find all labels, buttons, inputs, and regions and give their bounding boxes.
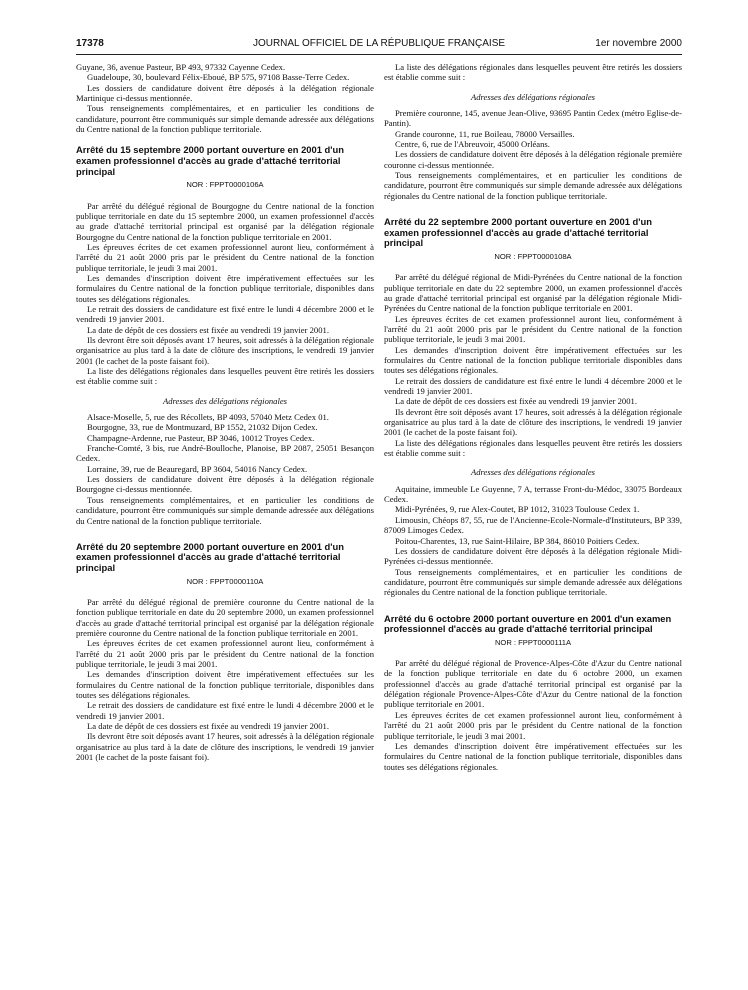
address-line: Grande couronne, 11, rue Boileau, 78000 Versailles. [395,128,575,139]
paragraph: Ils devront être soit déposés avant 17 heures, soit adressés à la délégation régionale organisatrice au plus tard à la date de clôture des inscriptions, le vendredi 19 janvier 2001 (le cachet de la poste faisant foi). [76,731,374,763]
address-line: Lorraine, 39, rue de Beauregard, BP 3604, 54016 Nancy Cedex. [87,463,308,474]
paragraph: Les épreuves écrites de cet examen professionnel auront lieu, conformément à l'arrêté du 21 août 2000 pris par le président du Centre national de la fonction publique territoriale, le jeudi 3 mai 2001. [384,313,682,345]
address-line: Centre, 6, rue de l'Abreuvoir, 45000 Orléans. [395,139,550,150]
paragraph: Les épreuves écrites de cet examen professionnel auront lieu, conformément à l'arrêté du 21 août 2000 pris par le président du Centre national de la fonction publique territoriale, le jeudi 3 mai 2001. [76,241,374,273]
paragraph: Le retrait des dossiers de candidature est fixé entre le lundi 4 décembre 2000 et le vendredi 19 janvier 2001. [76,303,374,325]
nor-reference: NOR : FPPT0000111A [494,637,572,647]
paragraph: Tous renseignements complémentaires, et en particulier les conditions de candidature, pourront être communiqués sur simple demande adressée aux délégations régionales du Centre national de la fonction publique territoriale. [384,170,682,201]
addresses-heading: Adresses des délégations régionales [162,395,288,406]
address-line: Bourgogne, 33, rue de Montmuzard, BP 1552, 21032 Dijon Cedex. [87,422,318,433]
paragraph: Par arrêté du délégué régional de Provence-Alpes-Côte d'Azur du Centre national de la fonction publique territoriale en date du 6 octobre 2000, un examen professionnel d'accès au grade d'attaché territorial principal est organisé par la délégation régionale Provence-Alpes-Côte d'Azur du Centre national de la fonction publique territoriale en 2001. [384,658,682,710]
paragraph: Les demandes d'inscription doivent être impérativement effectuées sur les formulaires du Centre national de la fonction publique territoriale disponibles dans toutes ses délégations régionales. [384,344,682,376]
address-line: Guyane, 36, avenue Pasteur, BP 493, 97332 Cayenne Cedex. [76,62,286,72]
address-line: Guadeloupe, 30, boulevard Félix-Eboué, BP 575, 97108 Basse-Terre Cedex. [87,72,350,83]
paragraph: Tous renseignements complémentaires, et en particulier les conditions de candidature, pourront être communiqués sur simple demande adressée aux délégations régionales du Centre national de la fonction publique territoriale. [384,566,682,598]
paragraph: La liste des délégations régionales dans lesquelles peuvent être retirés les dossiers est établie comme suit : [384,62,682,83]
address-line: Poitou-Charentes, 13, rue Saint-Hilaire, BP 384, 86010 Poitiers Cedex. [395,535,640,546]
article-title: Arrêté du 6 octobre 2000 portant ouverture en 2001 d'un examen professionnel d'accès au grade d'attaché territorial principal [384,612,672,635]
paragraph: Les demandes d'inscription doivent être impérativement effectuées sur les formulaires du Centre national de la fonction publique territoriale, disponibles dans toutes ses délégations régionales. [384,740,682,772]
article-title: Arrêté du 20 septembre 2000 portant ouverture en 2001 d'un examen professionnel d'accès au grade d'attaché territorial principal [76,540,344,574]
paragraph: Les dossiers de candidature doivent être déposés à la délégation régionale première couronne ci-dessus mentionnée. [384,149,682,170]
addresses-heading: Adresses des délégations régionales [470,91,596,102]
paragraph: Ils devront être soit déposés avant 17 heures, soit adressés à la délégation régionale organisatrice au plus tard à la date de clôture des inscriptions, le vendredi 19 janvier 2001 (le cachet de la poste faisant foi). [384,406,682,438]
paragraph: Le retrait des dossiers de candidature est fixé entre le lundi 4 décembre 2000 et le vendredi 19 janvier 2001. [384,375,682,397]
paragraph: Les demandes d'inscription doivent être impérativement effectuées sur les formulaires du Centre national de la fonction publique territoriale, disponibles dans toutes ses délégations régionales. [76,669,374,701]
nor-reference: NOR : FPPT0000108A [494,251,572,261]
paragraph: Les demandes d'inscription doivent être impérativement effectuées sur les formulaires du Centre national de la fonction publique territoriale, disponibles dans toutes ses délégations régionales. [76,272,374,304]
nor-reference: NOR : FPPT0000110A [186,576,264,586]
paragraph: Les dossiers de candidature doivent être déposés à la délégation régionale Martinique ci-dessus mentionnée. [76,82,374,104]
article-title: Arrêté du 22 septembre 2000 portant ouverture en 2001 d'un examen professionnel d'accès au grade d'attaché territorial principal [384,216,652,249]
paragraph: Le retrait des dossiers de candidature est fixé entre le lundi 4 décembre 2000 et le vendredi 19 janvier 2001. [76,700,374,721]
paragraph: Les épreuves écrites de cet examen professionnel auront lieu, conformément à l'arrêté du 21 août 2000 pris par le président du Centre national de la fonction publique territoriale, le jeudi 3 mai 2001. [76,638,374,670]
address-line: Midi-Pyrénées, 9, rue Alex-Coutet, BP 1012, 31023 Toulouse Cedex 1. [395,504,640,515]
left-column [76,62,374,762]
article-title: Arrêté du 15 septembre 2000 portant ouverture en 2001 d'un examen professionnel d'accès au grade d'attaché territorial principal [76,144,344,177]
paragraph: Par arrêté du délégué régional de Bourgogne du Centre national de la fonction publique territoriale en date du 15 septembre 2000, un examen professionnel d'accès au grade d'attaché territorial principal est organisé par la délégation régionale Bourgogne du Centre national de la fonction publique territoriale en 2001. [76,200,374,242]
page-header [76,38,682,52]
paragraph: La date de dépôt de ces dossiers est fixée au vendredi 19 janvier 2001. [87,324,329,335]
address-line: Première couronne, 145, avenue Jean-Olive, 93695 Pantin Cedex (métro Eglise-de-Pantin). [384,108,682,129]
address-line: Champagne-Ardenne, rue Pasteur, BP 3046, 10012 Troyes Cedex. [87,432,315,443]
address-line: Limousin, Chéops 87, 55, rue de l'Ancienne-Ecole-Normale-d'Instituteurs, BP 339, 87009 Limoges Cedex. [384,514,682,536]
paragraph: La liste des délégations régionales dans lesquelles peuvent être retirés les dossiers est établie comme suit : [384,437,682,459]
paragraph: Ils devront être soit déposés avant 17 heures, soit adressés à la délégation régionale organisatrice au plus tard à la date de clôture des inscriptions, le vendredi 19 janvier 2001 (le cachet de la poste faisant foi). [76,335,374,366]
right-column [384,62,682,772]
paragraph: Par arrêté du délégué régional de première couronne du Centre national de la fonction publique territoriale en date du 20 septembre 2000, un examen professionnel d'accès au grade d'attaché territorial principal est organisé par la délégation régionale première couronne du Centre national de la fonction publique territoriale en 2001. [76,596,374,638]
address-line: Franche-Comté, 3 bis, rue André-Boulloche, Planoise, BP 2087, 25051 Besançon Cedex. [76,443,374,464]
paragraph: Tous renseignements complémentaires, et en particulier les conditions de candidature, pourront être communiqués sur simple demande adressée aux délégations du Centre national de la fonction publique territoriale. [76,494,374,526]
address-line: Aquitaine, immeuble Le Guyenne, 7 A, terrasse Front-du-Médoc, 33075 Bordeaux Cedex. [384,483,682,505]
page-number: 17378 [76,38,104,49]
journal-title: JOURNAL OFFICIEL DE LA RÉPUBLIQUE FRANÇAISE [252,38,506,49]
header-rule [76,54,682,55]
nor-reference: NOR : FPPT0000106A [186,180,264,190]
paragraph: Par arrêté du délégué régional de Midi-Pyrénées du Centre national de la fonction publique territoriale en date du 22 septembre 2000, un examen professionnel d'accès au grade d'attaché territorial principal est organisé par la délégation régionale Midi-Pyrénées du Centre national de la fonction publique territoriale en 2001. [384,272,682,314]
paragraph: Les épreuves écrites de cet examen professionnel auront lieu, conformément à l'arrêté du 21 août 2000 pris par le président du Centre national de la fonction publique territoriale, le jeudi 3 mai 2001. [384,709,682,741]
paragraph: Les dossiers de candidature doivent être déposés à la délégation régionale Bourgogne ci-dessus mentionnée. [76,474,374,495]
address-line: Alsace-Moselle, 5, rue des Récollets, BP 4093, 57040 Metz Cedex 01. [87,412,329,423]
paragraph: La date de dépôt de ces dossiers est fixée au vendredi 19 janvier 2001. [87,721,329,732]
issue-date: 1er novembre 2000 [595,38,682,49]
paragraph: La date de dépôt de ces dossiers est fixée au vendredi 19 janvier 2001. [395,396,637,407]
paragraph: Tous renseignements complémentaires, et en particulier les conditions de candidature, pourront être communiqués sur simple demande adressée aux délégations du Centre national de la fonction publique territoriale. [76,103,374,135]
paragraph: La liste des délégations régionales dans lesquelles peuvent être retirés les dossiers est établie comme suit : [76,366,374,387]
paragraph: Les dossiers de candidature doivent être déposés à la délégation régionale Midi-Pyrénées ci-dessus mentionnée. [384,545,682,567]
addresses-heading: Adresses des délégations régionales [470,467,596,478]
